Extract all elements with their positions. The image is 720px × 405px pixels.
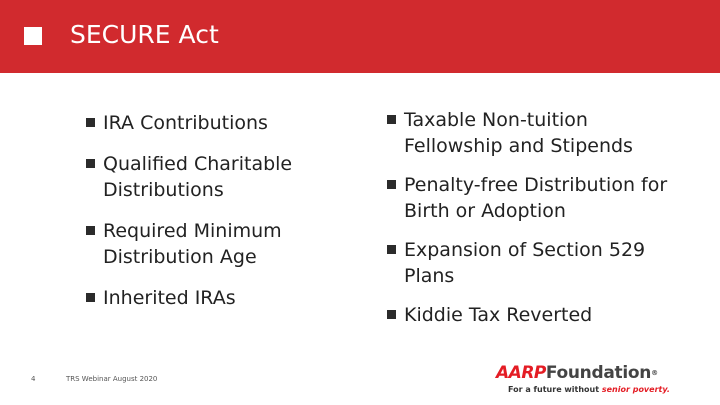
list-item xyxy=(387,172,677,224)
aarp-foundation-logo xyxy=(496,362,692,402)
list-item-label: Penalty-free Distribution for Birth or Adoption xyxy=(404,174,668,222)
list-item xyxy=(387,302,677,328)
list-item-label: Inherited IRAs xyxy=(103,287,236,309)
square-bullet-icon xyxy=(86,118,95,127)
right-bullet-list xyxy=(387,107,677,341)
footer-text: TRS Webinar August 2020 xyxy=(66,375,158,383)
logo-tagline xyxy=(508,385,670,394)
square-bullet-icon xyxy=(86,226,95,235)
list-item-label: Kiddie Tax Reverted xyxy=(404,304,593,326)
logo-tagline-emphasis: senior poverty. xyxy=(601,385,670,394)
logo-wordmark xyxy=(496,362,658,384)
list-item xyxy=(86,151,336,203)
list-item-label: Taxable Non-tuition Fellowship and Stipends xyxy=(404,109,633,157)
list-item xyxy=(387,237,677,289)
logo-name: Foundation xyxy=(545,363,652,383)
list-item-label: Qualified Charitable Distributions xyxy=(103,153,293,201)
square-bullet-icon xyxy=(387,310,396,319)
square-bullet-icon xyxy=(387,180,396,189)
list-item xyxy=(387,107,677,159)
list-item xyxy=(86,110,336,136)
list-item-label: Required Minimum Distribution Age xyxy=(103,220,282,268)
square-bullet-icon xyxy=(387,245,396,254)
slide-title: SECURE Act xyxy=(70,20,219,49)
list-item-label: IRA Contributions xyxy=(103,112,268,134)
list-item xyxy=(86,218,336,270)
list-item-label: Expansion of Section 529 Plans xyxy=(404,239,646,287)
square-bullet-icon xyxy=(86,159,95,168)
header-bar xyxy=(0,0,720,73)
logo-registered-mark: ® xyxy=(651,369,659,377)
square-bullet-icon xyxy=(86,293,95,302)
page-number: 4 xyxy=(31,375,36,383)
logo-tagline-start: For a future without xyxy=(508,385,602,394)
logo-brand: AARP xyxy=(496,363,546,383)
list-item xyxy=(86,285,336,311)
square-bullet-icon xyxy=(24,27,42,45)
square-bullet-icon xyxy=(387,115,396,124)
left-bullet-list xyxy=(86,110,336,326)
